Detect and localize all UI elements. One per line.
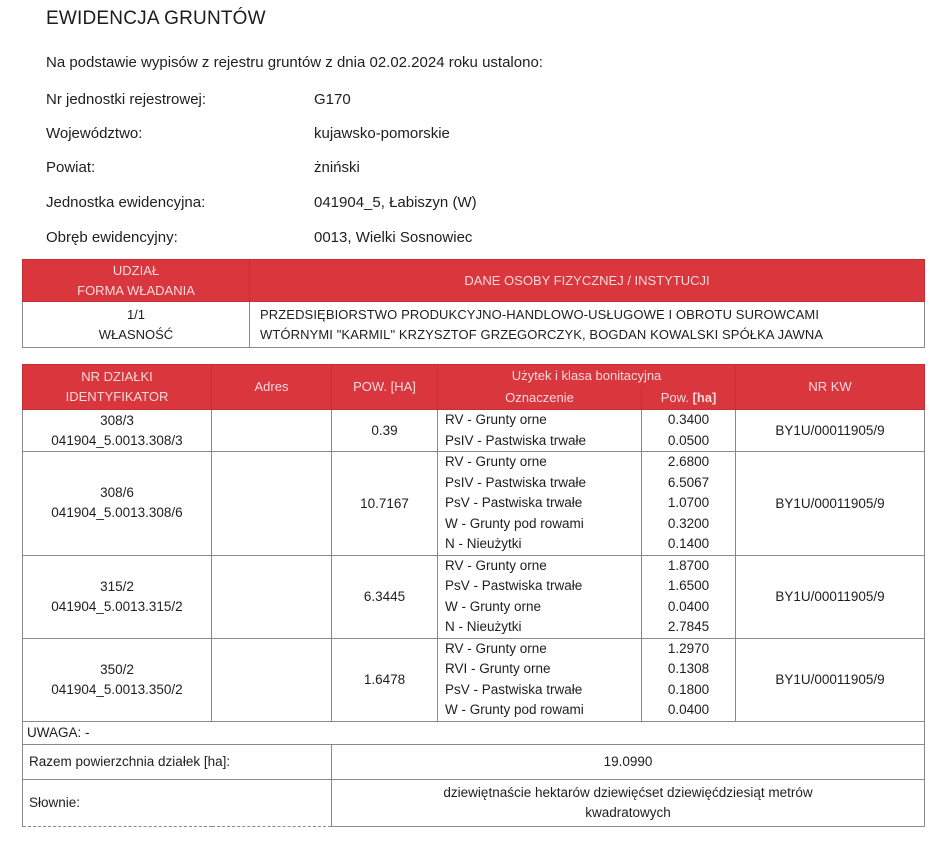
usage-area: 1.0700 [667, 495, 710, 510]
field-label-jednostka-ewid: Jednostka ewidencyjna: [46, 194, 206, 211]
parcel-table [22, 364, 925, 827]
note-row [23, 721, 925, 744]
usage-area: 0.0400 [667, 702, 710, 717]
usage-area: 0.0400 [667, 598, 710, 614]
parcel-header-row-1 [23, 365, 925, 388]
words-line1: dziewiętnaście hektarów dziewięćset dziewięćdziesiąt metrów [443, 784, 813, 800]
words-line2: kwadratowych [585, 804, 671, 820]
share-value: 1/1 [126, 306, 146, 322]
words-value [332, 779, 925, 826]
owner-table [22, 259, 925, 348]
field-value-powiat: żniński [314, 159, 360, 176]
usage-codes-cell [438, 410, 642, 452]
address-header: Adres [212, 365, 332, 410]
usage-codes-cell [438, 638, 642, 721]
usage-code: RV - Grunty orne [445, 412, 547, 427]
words-label: Słownie: [23, 779, 332, 826]
owner-header: DANE OSOBY FIZYCZNEJ / INSTYTUCJI [250, 260, 925, 302]
field-value-jednostka-ewid: 041904_5, Łabiszyn (W) [314, 194, 477, 211]
address-cell [212, 452, 332, 556]
parcel-id-cell [23, 410, 212, 452]
usage-code: PsIV - Pastwiska trwałe [445, 432, 587, 448]
area-cell: 0.39 [332, 410, 438, 452]
usage-area: 0.1400 [667, 536, 710, 551]
usage-code: W - Grunty pod rowami [445, 702, 584, 717]
share-cell [23, 302, 250, 348]
parcel-number: 308/3 [100, 412, 134, 428]
usage-codes-cell [438, 452, 642, 556]
area-cell: 6.3445 [332, 555, 438, 638]
kw-cell: BY1U/00011905/9 [736, 555, 925, 638]
parcel-id-cell [23, 638, 212, 721]
field-label-obreb: Obręb ewidencyjny: [46, 229, 178, 246]
total-row [23, 744, 925, 779]
owner-name-line2: WTÓRNYMI "KARMIL" KRZYSZTOF GRZEGORCZYK, BOGDAN KOWALSKI SPÓŁKA JAWNA [260, 326, 824, 342]
kw-cell: BY1U/00011905/9 [736, 452, 925, 556]
usage-code: PsV - Pastwiska trwałe [445, 495, 583, 510]
usage-area-header-unit: [ha] [692, 390, 717, 405]
parcel-id-cell [23, 452, 212, 556]
parcel-identifier: 041904_5.0013.315/2 [51, 598, 183, 614]
area-cell: 1.6478 [332, 638, 438, 721]
field-label-powiat: Powiat: [46, 159, 96, 176]
intro-text: Na podstawie wypisów z rejestru gruntów z dnia 02.02.2024 roku ustalono: [46, 54, 543, 71]
usage-area: 2.7845 [667, 619, 710, 634]
ownership-form: WŁASNOŚĆ [98, 326, 174, 342]
table-row [23, 555, 925, 638]
usage-area: 0.1308 [667, 661, 710, 676]
kw-cell: BY1U/00011905/9 [736, 410, 925, 452]
share-header-line2: FORMA WŁADANIA [77, 282, 195, 298]
parcel-id-header-line1: NR DZIAŁKI [81, 369, 153, 384]
table-row [23, 452, 925, 556]
usage-code: RV - Grunty orne [445, 454, 547, 469]
parcel-id-header-line2: IDENTYFIKATOR [65, 389, 169, 404]
parcel-number: 350/2 [100, 661, 134, 677]
parcel-number: 308/6 [100, 485, 134, 501]
usage-header: Użytek i klasa bonitacyjna [438, 365, 736, 388]
usage-areas-cell [642, 638, 736, 721]
field-value-wojewodztwo: kujawsko-pomorskie [314, 125, 450, 142]
parcel-identifier: 041904_5.0013.350/2 [51, 681, 183, 697]
usage-area: 0.0500 [667, 432, 710, 448]
document-title: EWIDENCJA GRUNTÓW [46, 8, 266, 29]
usage-area-header [642, 387, 736, 410]
kw-header: NR KW [736, 365, 925, 410]
address-cell [212, 410, 332, 452]
parcel-identifier: 041904_5.0013.308/3 [51, 432, 183, 448]
parcel-id-header [23, 365, 212, 410]
owner-name-cell [250, 302, 925, 348]
usage-code: PsV - Pastwiska trwałe [445, 578, 583, 593]
field-label-jednostka: Nr jednostki rejestrowej: [46, 91, 207, 108]
field-value-jednostka: G170 [314, 91, 351, 108]
designation-header: Oznaczenie [438, 387, 642, 410]
parcel-number: 315/2 [100, 578, 134, 594]
owner-header-row [23, 260, 925, 302]
share-header [23, 260, 250, 302]
usage-code: PsIV - Pastwiska trwałe [445, 474, 587, 490]
usage-code: RV - Grunty orne [445, 557, 547, 573]
owner-row [23, 302, 925, 348]
address-cell [212, 555, 332, 638]
table-row [23, 638, 925, 721]
words-row [23, 779, 925, 826]
usage-area: 1.6500 [667, 578, 710, 593]
usage-code: RVI - Grunty orne [445, 661, 551, 676]
owner-name-line1: PRZEDSIĘBIORSTWO PRODUKCYJNO-HANDLOWO-USŁUGOWE I OBROTU SUROWCAMI [260, 306, 820, 322]
usage-area: 6.5067 [667, 474, 710, 490]
total-value: 19.0990 [332, 744, 925, 779]
kw-cell: BY1U/00011905/9 [736, 638, 925, 721]
usage-area: 1.2970 [667, 640, 710, 656]
address-cell [212, 638, 332, 721]
usage-codes-cell [438, 555, 642, 638]
usage-code: N - Nieużytki [445, 536, 522, 551]
usage-code: RV - Grunty orne [445, 640, 547, 656]
usage-areas-cell [642, 555, 736, 638]
table-row [23, 410, 925, 452]
usage-code: W - Grunty orne [445, 598, 542, 614]
parcel-id-cell [23, 555, 212, 638]
area-cell: 10.7167 [332, 452, 438, 556]
usage-area: 2.6800 [667, 454, 710, 469]
usage-area: 1.8700 [667, 557, 710, 573]
usage-areas-cell [642, 452, 736, 556]
usage-code: W - Grunty pod rowami [445, 515, 584, 531]
usage-area: 0.1800 [667, 681, 710, 697]
note-cell: UWAGA: - [23, 721, 925, 744]
field-value-obreb: 0013, Wielki Sosnowiec [314, 229, 473, 246]
area-header: POW. [HA] [332, 365, 438, 410]
total-label: Razem powierzchnia działek [ha]: [23, 744, 332, 779]
usage-code: PsV - Pastwiska trwałe [445, 681, 583, 697]
parcel-identifier: 041904_5.0013.308/6 [51, 505, 183, 521]
usage-code: N - Nieużytki [445, 619, 522, 634]
usage-area: 0.3200 [667, 515, 710, 531]
field-label-wojewodztwo: Województwo: [46, 125, 143, 142]
share-header-line1: UDZIAŁ [112, 262, 160, 278]
usage-area-header-label: Pow. [660, 390, 693, 405]
usage-area: 0.3400 [667, 412, 710, 427]
usage-areas-cell [642, 410, 736, 452]
